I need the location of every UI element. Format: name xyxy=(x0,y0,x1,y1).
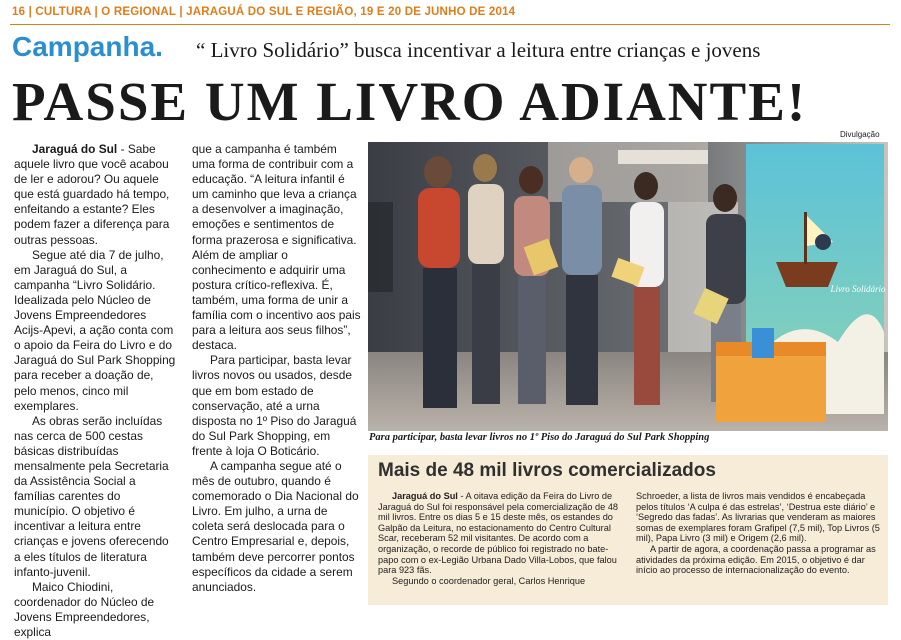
article-paragraph: A campanha segue até o mês de outubro, quando é comemorado o Dia Nacional do Livro. Em julho, a urna de coleta será deslocada para o Centro Empresarial e, depois, também deve percorrer pontos específicos da cidade a serem anunciados. xyxy=(192,458,359,594)
dateline: Jaraguá do Sul xyxy=(32,142,118,156)
page-header: 16 | CULTURA | O REGIONAL | JARAGUÁ DO SUL E REGIÃO, 19 E 20 DE JUNHO DE 2014 xyxy=(12,6,516,18)
section-kicker: Campanha. xyxy=(12,31,163,62)
header-divider xyxy=(10,24,890,25)
article-paragraph xyxy=(14,142,177,248)
event-photo-illustration xyxy=(368,142,888,431)
sidebar-paragraph: Segundo o coordenador geral, Carlos Henrique xyxy=(392,575,586,586)
article-column-1 xyxy=(14,142,177,640)
paragraph-text: - A oitava edição da Feira do Livro de Jaraguá do Sul foi responsável pela comercialização de 48 mil livros. Entre os dias 5 e 15 deste mês, os estandes do Galpão da Leitura, no estacionamento do Centro Cultural Scar, receberam 52 mil visitantes. De acordo com a organização, o recorde de público foi registrado no bate-papo com o ex-Legião Urbana Dado Villa-Lobos, que falou para 923 fãs. xyxy=(378,491,619,576)
photo-caption: Para participar, basta levar livros no 1º Piso do Jaraguá do Sul Park Shopping xyxy=(369,432,710,443)
photo-credit: Divulgação xyxy=(840,130,880,139)
article-paragraph: As obras serão incluídas nas cerca de 500 cestas básicas distribuídas mensalmente pela Secretaria da Assistência Social a famílias carentes do município. O objetivo é incentivar a leitura entre crianças e jovens oferecendo a eles títulos de literatura infanto-juvenil. xyxy=(14,413,169,579)
article-column-2 xyxy=(192,142,362,595)
donation-box xyxy=(716,328,826,422)
sidebar-paragraph: A partir de agora, a coordenação passa a programar as atividades da próxima edição. Em 2015, o objetivo é dar início ao processo de internacionalização do evento. xyxy=(636,543,876,576)
sidebar-dateline: Jaraguá do Sul xyxy=(392,491,458,501)
event-photo xyxy=(368,142,888,431)
paragraph-text: - Sabe aquele livro que você acabou de ler e adorou? Ou aquele que está guardado há tempo, enfeitando a estante? Eles podem fazer a diferença para outras pessoas. xyxy=(14,142,170,247)
sidebar-paragraph: Schroeder, a lista de livros mais vendidos é encabeçada pelos títulos ‘A culpa é das estrelas’, ‘Destrua este diário’ e ‘Segredo das fadas’. As livrarias que venderam as maiores somas de exemplares foram Grafipel (7,5 mil), Top Livros (5 mil), Papa Livro (3 mil) e Origem (2,6 mil). xyxy=(636,491,880,544)
article-paragraph: Para participar, basta levar livros novos ou usados, desde que em bom estado de conservação, até a urna disposta no 1º Piso do Jaraguá do Sul Park Shopping, em frente à loja O Boticário. xyxy=(192,353,357,458)
article-paragraph: Maico Chiodini, coordenador do Núcleo de Jovens Empreendedores, explica xyxy=(14,579,155,639)
sidebar-column-1 xyxy=(378,491,623,586)
sidebar-paragraph xyxy=(378,491,623,576)
sidebar-column-2 xyxy=(636,491,881,576)
headline: PASSE UM LIVRO ADIANTE! xyxy=(12,71,808,132)
subtitle: “ Livro Solidário” busca incentivar a leitura entre crianças e jovens xyxy=(196,38,761,62)
article-paragraph: que a campanha é também uma forma de contribuir com a educação. “A leitura infantil é um caminho que leva a criança a desenvolver a imaginação, emoções e sentimentos de forma prazerosa e significativa. Além de ampliar o conhecimento e adquirir uma postura crítico-reflexiva. É, também, uma forma de unir a família com o incentivo aos pais para a leitura aos seus filhos”, destaca. xyxy=(192,142,361,353)
banner-label: Livro Solidário xyxy=(830,284,886,294)
sidebar-title: Mais de 48 mil livros comercializados xyxy=(378,460,716,481)
article-paragraph: Segue até dia 7 de julho, em Jaraguá do Sul, a campanha “Livro Solidário. Idealizada pelo Núcleo de Jovens Empreendedores Acijs-Apevi, a ação conta com o apoio da Feira do Livro e do Jaraguá do Sul Park Shopping para receber a doação de, pelo menos, cinco mil exemplares. xyxy=(14,247,176,413)
